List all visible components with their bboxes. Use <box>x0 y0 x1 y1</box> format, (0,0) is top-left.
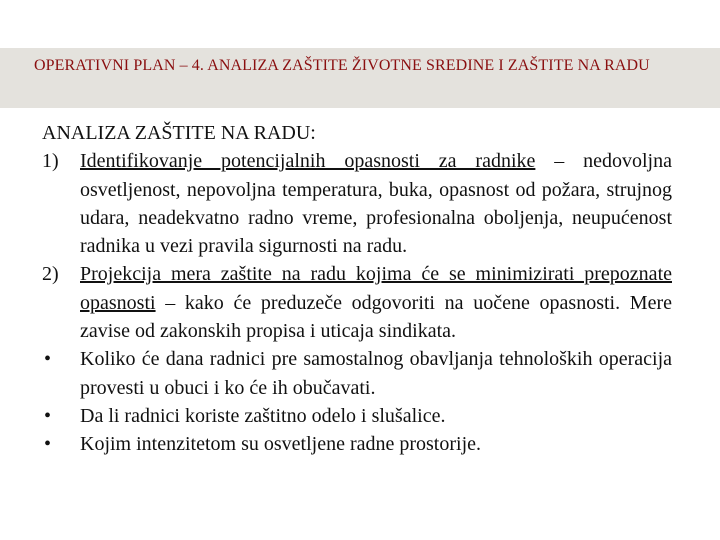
list-marker: 2) <box>42 263 59 286</box>
content-list <box>42 147 672 458</box>
list-item-5 <box>42 430 672 458</box>
list-item-2 <box>42 260 672 345</box>
bullet-marker: • <box>44 433 52 456</box>
item-text: Kojim intenzitetom su osvetljene radne prostorije. <box>80 433 482 456</box>
slide-title: OPERATIVNI PLAN – 4. ANALIZA ZAŠTITE ŽIVOTNE SREDINE I ZAŠTITE NA RADU <box>34 57 650 74</box>
section-heading: ANALIZA ZAŠTITE NA RADU: <box>42 122 316 144</box>
list-item-4 <box>42 402 672 430</box>
bullet-marker: • <box>44 348 52 371</box>
item-text: – nedovoljna osvetljenost, nepovoljna temperatura, buka, opasnost od požara, strujnog udara, neadekvatno radno vreme, profesionalna oboljenja, neupućenost radnika u vezi pravila sigurnosti na radu. <box>80 150 672 258</box>
item-emphasis: Projekcija mera zaštite na radu kojima će se minimizirati prepoznate opasnosti <box>80 263 672 314</box>
item-text: Koliko će dana radnici pre samostalnog obavljanja tehnoloških operacija provesti u obuci i ko će ih obučavati. <box>80 348 672 399</box>
item-emphasis: Identifikovanje potencijalnih opasnosti za radnike <box>80 150 536 173</box>
item-text: – kako će preduzeče odgovoriti na uočene opasnosti. Mere zavise od zakonskih propisa i uticaja sindikata. <box>80 291 672 343</box>
bullet-marker: • <box>44 404 52 427</box>
slide-body <box>42 119 672 459</box>
list-item-1 <box>42 147 672 260</box>
list-marker: 1) <box>42 150 59 173</box>
list-item-3 <box>42 345 672 402</box>
item-text: Da li radnici koriste zaštitno odelo i slušalice. <box>80 404 446 427</box>
slide-header <box>0 48 720 108</box>
